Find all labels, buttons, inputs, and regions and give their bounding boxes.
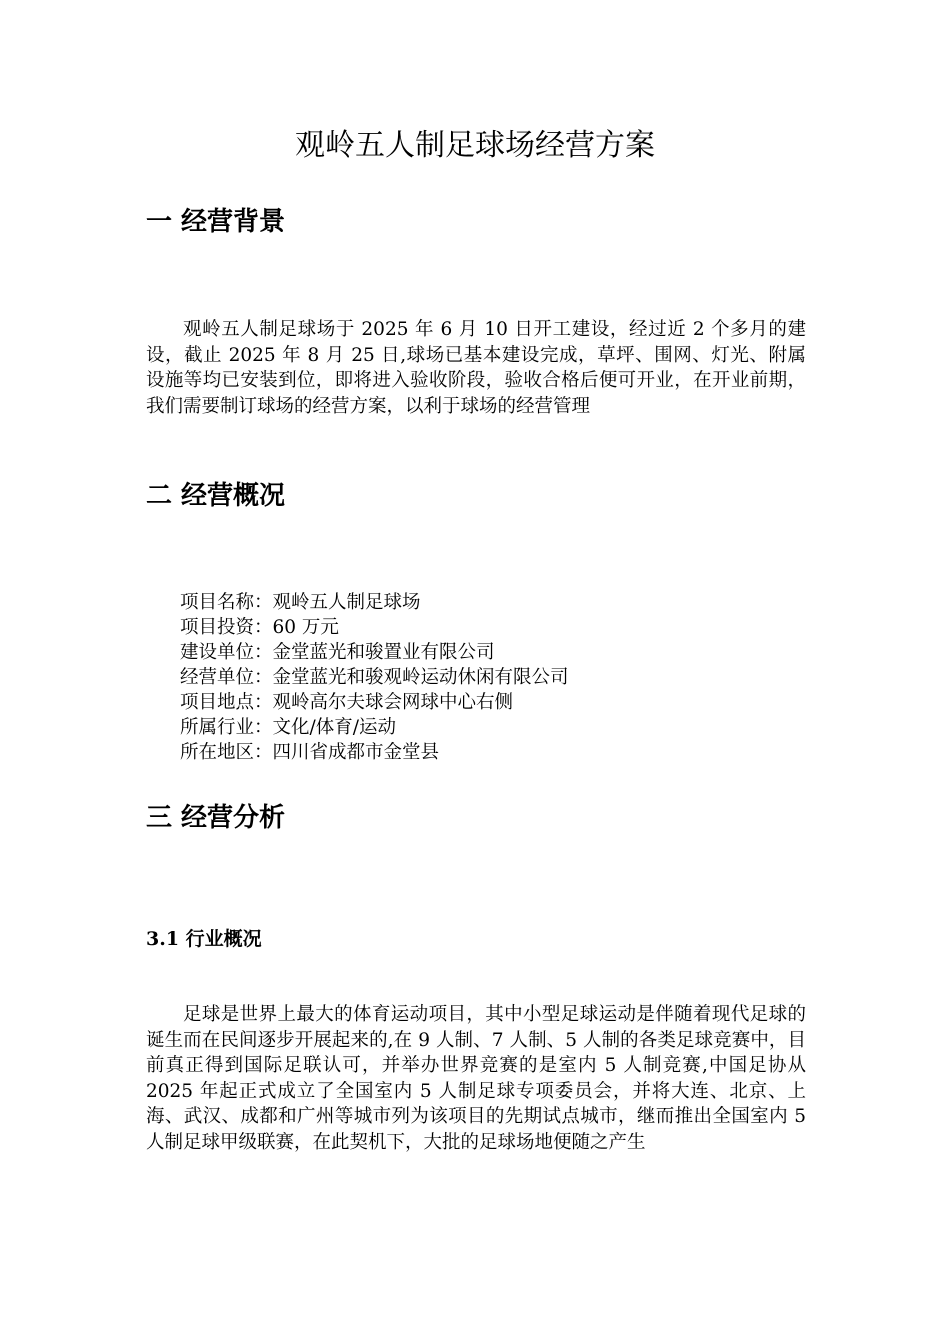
- info-item-industry: 所属行业：文化/体育/运动: [180, 717, 396, 738]
- background-paragraph: 观岭五人制足球场于 2025 年 6 月 10 日开工建设，经过近 2 个多月的建设，截止 2025 年 8 月 25 日,球场已基本建设完成，草坪、围网、灯光、附属设施等均已安装到位，即将进入验收阶段，验收合格后便可开业，在开业前期，我们需要制订球场的经营方案，以利于球场的经营管理: [146, 319, 806, 417]
- info-item-project-name: 项目名称：观岭五人制足球场: [180, 592, 421, 613]
- info-item-operating-unit: 经营单位：金堂蓝光和骏观岭运动休闲有限公司: [180, 667, 569, 688]
- info-item-investment: 项目投资：60 万元: [180, 617, 339, 638]
- section-heading-analysis: 三 经营分析: [146, 803, 286, 833]
- industry-paragraph: 足球是世界上最大的体育运动项目，其中小型足球运动是伴随着现代足球的诞生而在民间逐步开展起来的,在 9 人制、7 人制、5 人制的各类足球竞赛中，目前真正得到国际足联认可，并举办世界竞赛的是室内 5 人制竞赛,中国足协从 2025 年起正式成立了全国室内 5 人制足球专项委员会，并将大连、北京、上海、武汉、成都和广州等城市列为该项目的先期试点城市，继而推出全国室内 5 人制足球甲级联赛，在此契机下，大批的足球场地便随之产生: [146, 1004, 806, 1153]
- info-item-region: 所在地区：四川省成都市金堂县: [180, 742, 440, 763]
- project-info-list: [180, 590, 569, 765]
- info-item-construction-unit: 建设单位：金堂蓝光和骏置业有限公司: [180, 642, 495, 663]
- section-heading-overview: 二 经营概况: [146, 481, 286, 511]
- section-heading-background: 一 经营背景: [146, 207, 286, 237]
- info-item-location: 项目地点：观岭高尔夫球会网球中心右侧: [180, 692, 514, 713]
- subsection-heading-industry: 3.1 行业概况: [146, 928, 262, 950]
- document-title: 观岭五人制足球场经营方案: [295, 128, 655, 163]
